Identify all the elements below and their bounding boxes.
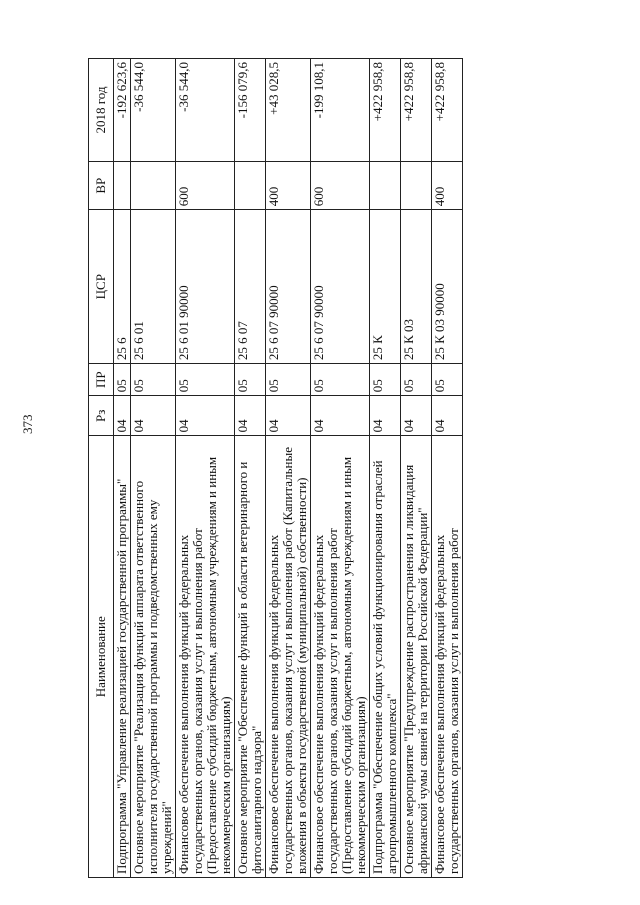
table-row xyxy=(114,59,131,878)
row-pr: 05 xyxy=(114,364,131,396)
row-vr: 400 xyxy=(432,162,463,210)
row-pr: 05 xyxy=(401,364,432,396)
row-amount: -36 544,0 xyxy=(176,59,235,162)
row-csr: 25 К xyxy=(370,210,401,364)
table-row xyxy=(176,59,235,878)
table-row xyxy=(131,59,176,878)
row-csr: 25 6 01 90000 xyxy=(176,210,235,364)
row-name: Финансовое обеспечение выполнения функций федеральных государственных органов, оказания услуг и выполнения работ (Капитальные вложения в объекты государственной (муниципальной) собственности) xyxy=(266,436,311,878)
header-row xyxy=(89,59,114,878)
row-amount: -192 623,6 xyxy=(114,59,131,162)
row-name: Основное мероприятие "Предупреждение распространения и ликвидация африканской чумы свиней на территории Российской Федерации" xyxy=(401,436,432,878)
row-csr: 25 К 03 90000 xyxy=(432,210,463,364)
row-vr: 400 xyxy=(266,162,311,210)
row-csr: 25 6 07 xyxy=(235,210,266,364)
table-row xyxy=(401,59,432,878)
row-rz: 04 xyxy=(176,396,235,436)
row-amount: -156 079,6 xyxy=(235,59,266,162)
row-name: Основное мероприятие "Реализация функций аппарата ответственного исполнителя государственной программы и подведомственных ему учреждений" xyxy=(131,436,176,878)
header-year: 2018 год xyxy=(89,59,114,162)
row-amount: +422 958,8 xyxy=(432,59,463,162)
table-row xyxy=(235,59,266,878)
row-name: Финансовое обеспечение выполнения функций федеральных государственных органов, оказания услуг и выполнения работ xyxy=(432,436,463,878)
row-rz: 04 xyxy=(131,396,176,436)
row-rz: 04 xyxy=(235,396,266,436)
row-csr: 25 К 03 xyxy=(401,210,432,364)
row-vr xyxy=(235,162,266,210)
row-rz: 04 xyxy=(114,396,131,436)
row-vr xyxy=(114,162,131,210)
row-vr xyxy=(131,162,176,210)
row-csr: 25 6 07 90000 xyxy=(311,210,370,364)
row-pr: 05 xyxy=(176,364,235,396)
row-amount: +422 958,8 xyxy=(401,59,432,162)
page-number: 373 xyxy=(20,414,35,434)
header-vr: ВР xyxy=(89,162,114,210)
row-rz: 04 xyxy=(266,396,311,436)
table-row xyxy=(311,59,370,878)
row-pr: 05 xyxy=(370,364,401,396)
row-vr xyxy=(370,162,401,210)
row-rz: 04 xyxy=(432,396,463,436)
row-pr: 05 xyxy=(311,364,370,396)
row-vr xyxy=(401,162,432,210)
row-amount: +422 958,8 xyxy=(370,59,401,162)
row-name: Подпрограмма "Обеспечение общих условий функционирования отраслей агропромышленного комплекса" xyxy=(370,436,401,878)
row-csr: 25 6 01 xyxy=(131,210,176,364)
row-name: Финансовое обеспечение выполнения функций федеральных государственных органов, оказания услуг и выполнения работ (Предоставление субсидий бюджетным, автономным учреждениям и иным некоммерческим организациям) xyxy=(176,436,235,878)
table-row xyxy=(432,59,463,878)
row-csr: 25 6 07 90000 xyxy=(266,210,311,364)
row-rz: 04 xyxy=(401,396,432,436)
row-name: Финансовое обеспечение выполнения функций федеральных государственных органов, оказания услуг и выполнения работ (Предоставление субсидий бюджетным, автономным учреждениям и иным некоммерческим организациям) xyxy=(311,436,370,878)
rotated-page xyxy=(88,58,608,878)
row-rz: 04 xyxy=(311,396,370,436)
table-row xyxy=(266,59,311,878)
row-pr: 05 xyxy=(266,364,311,396)
header-pr: ПР xyxy=(89,364,114,396)
row-vr: 600 xyxy=(176,162,235,210)
header-name: Наименование xyxy=(89,436,114,878)
row-amount: -36 544,0 xyxy=(131,59,176,162)
row-amount: -199 108,1 xyxy=(311,59,370,162)
row-csr: 25 6 xyxy=(114,210,131,364)
row-name: Подпрограмма "Управление реализацией государственной программы" xyxy=(114,436,131,878)
row-amount: +43 028,5 xyxy=(266,59,311,162)
row-rz: 04 xyxy=(370,396,401,436)
row-vr: 600 xyxy=(311,162,370,210)
table-row xyxy=(370,59,401,878)
row-pr: 05 xyxy=(432,364,463,396)
row-pr: 05 xyxy=(235,364,266,396)
header-csr: ЦСР xyxy=(89,210,114,364)
row-pr: 05 xyxy=(131,364,176,396)
header-rz: Рз xyxy=(89,396,114,436)
budget-table xyxy=(88,58,463,878)
row-name: Основное мероприятие "Обеспечение функций в области ветеринарного и фитосанитарного надзора" xyxy=(235,436,266,878)
